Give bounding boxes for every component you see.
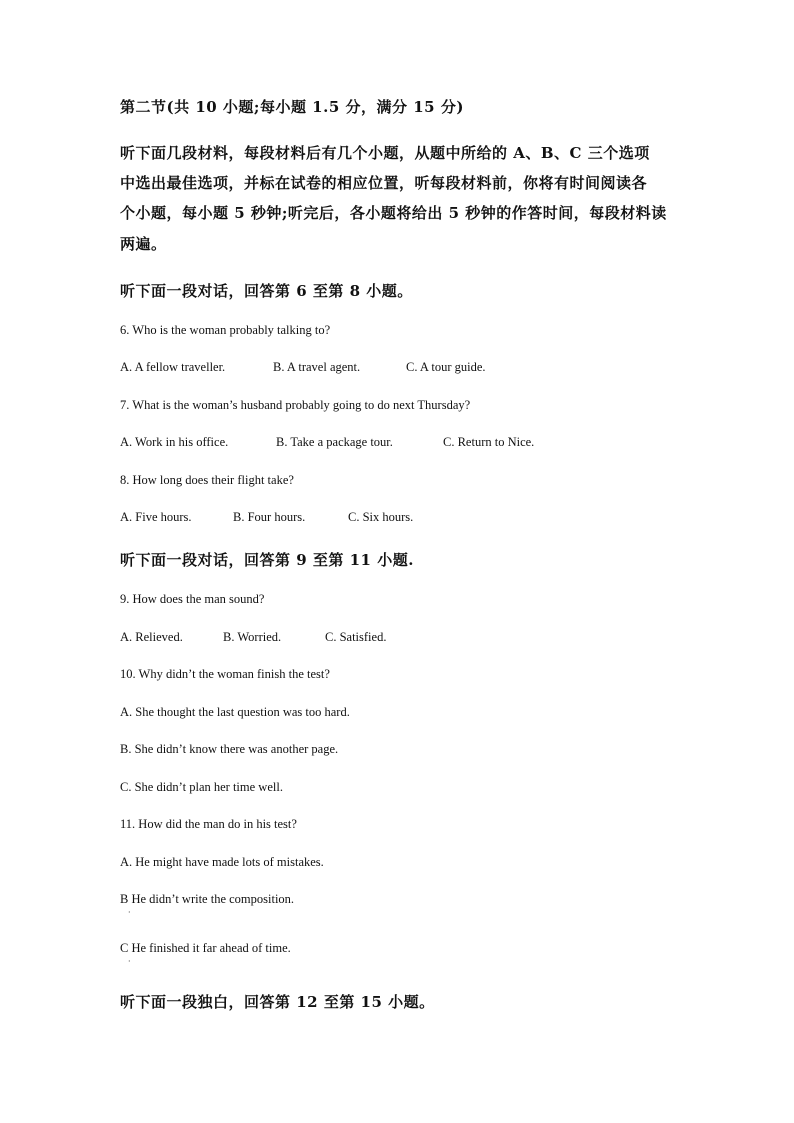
q7-option-a: A. Work in his office. (120, 435, 229, 449)
q11-question: 11. How did the man do in his test? (120, 817, 297, 831)
instructions-line-1: 听下面几段材料，每段材料后有几个小题，从题中所给的 A、B、C 三个选项 (120, 144, 650, 162)
q11-option-c: C He finished it far ahead of time. (120, 941, 291, 955)
q6-option-a: A. A fellow traveller. (120, 360, 226, 374)
group1-heading: 听下面一段对话，回答第 6 至第 8 小题。 (120, 282, 413, 300)
group3-heading: 听下面一段独白，回答第 12 至第 15 小题。 (120, 993, 435, 1011)
q6-option-b: B. A travel agent. (273, 360, 361, 374)
q9-question: 9. How does the man sound? (120, 592, 265, 606)
q11-option-a: A. He might have made lots of mistakes. (120, 855, 324, 869)
instructions-line-4: 两遍。 (120, 235, 167, 253)
q10-option-c: C. She didn’t plan her time well. (120, 780, 283, 794)
q8-option-a: A. Five hours. (120, 510, 192, 524)
instructions-line-3: 个小题，每小题 5 秒钟;听完后，各小题将给出 5 秒钟的作答时间，每段材料读 (120, 204, 667, 222)
q10-option-a: A. She thought the last question was too hard. (120, 705, 350, 719)
q10-option-b: B. She didn’t know there was another page. (120, 742, 339, 756)
q7-question: 7. What is the woman’s husband probably going to do next Thursday? (120, 398, 471, 412)
section-title: 第二节(共 10 小题;每小题 1.5 分，满分 15 分) (120, 98, 464, 116)
q9-option-c: C. Satisfied. (325, 630, 387, 644)
q10-question: 10. Why didn’t the woman finish the test? (120, 667, 330, 681)
q6-option-c: C. A tour guide. (406, 360, 486, 374)
q6-question: 6. Who is the woman probably talking to? (120, 323, 331, 337)
q11-option-b: B He didn’t write the composition. (120, 892, 295, 906)
q8-option-b: B. Four hours. (233, 510, 306, 524)
q8-question: 8. How long does their flight take? (120, 473, 294, 487)
q9-option-b: B. Worried. (223, 630, 282, 644)
q9-option-a: A. Relieved. (120, 630, 183, 644)
decorative-dot: · (128, 908, 131, 917)
group2-heading: 听下面一段对话，回答第 9 至第 11 小题. (120, 551, 414, 569)
q7-option-b: B. Take a package tour. (276, 435, 393, 449)
q8-option-c: C. Six hours. (348, 510, 414, 524)
decorative-dot: · (128, 957, 131, 966)
q7-option-c: C. Return to Nice. (443, 435, 535, 449)
instructions-line-2: 中选出最佳选项，并标在试卷的相应位置，听每段材料前，你将有时间阅读各 (120, 174, 648, 192)
